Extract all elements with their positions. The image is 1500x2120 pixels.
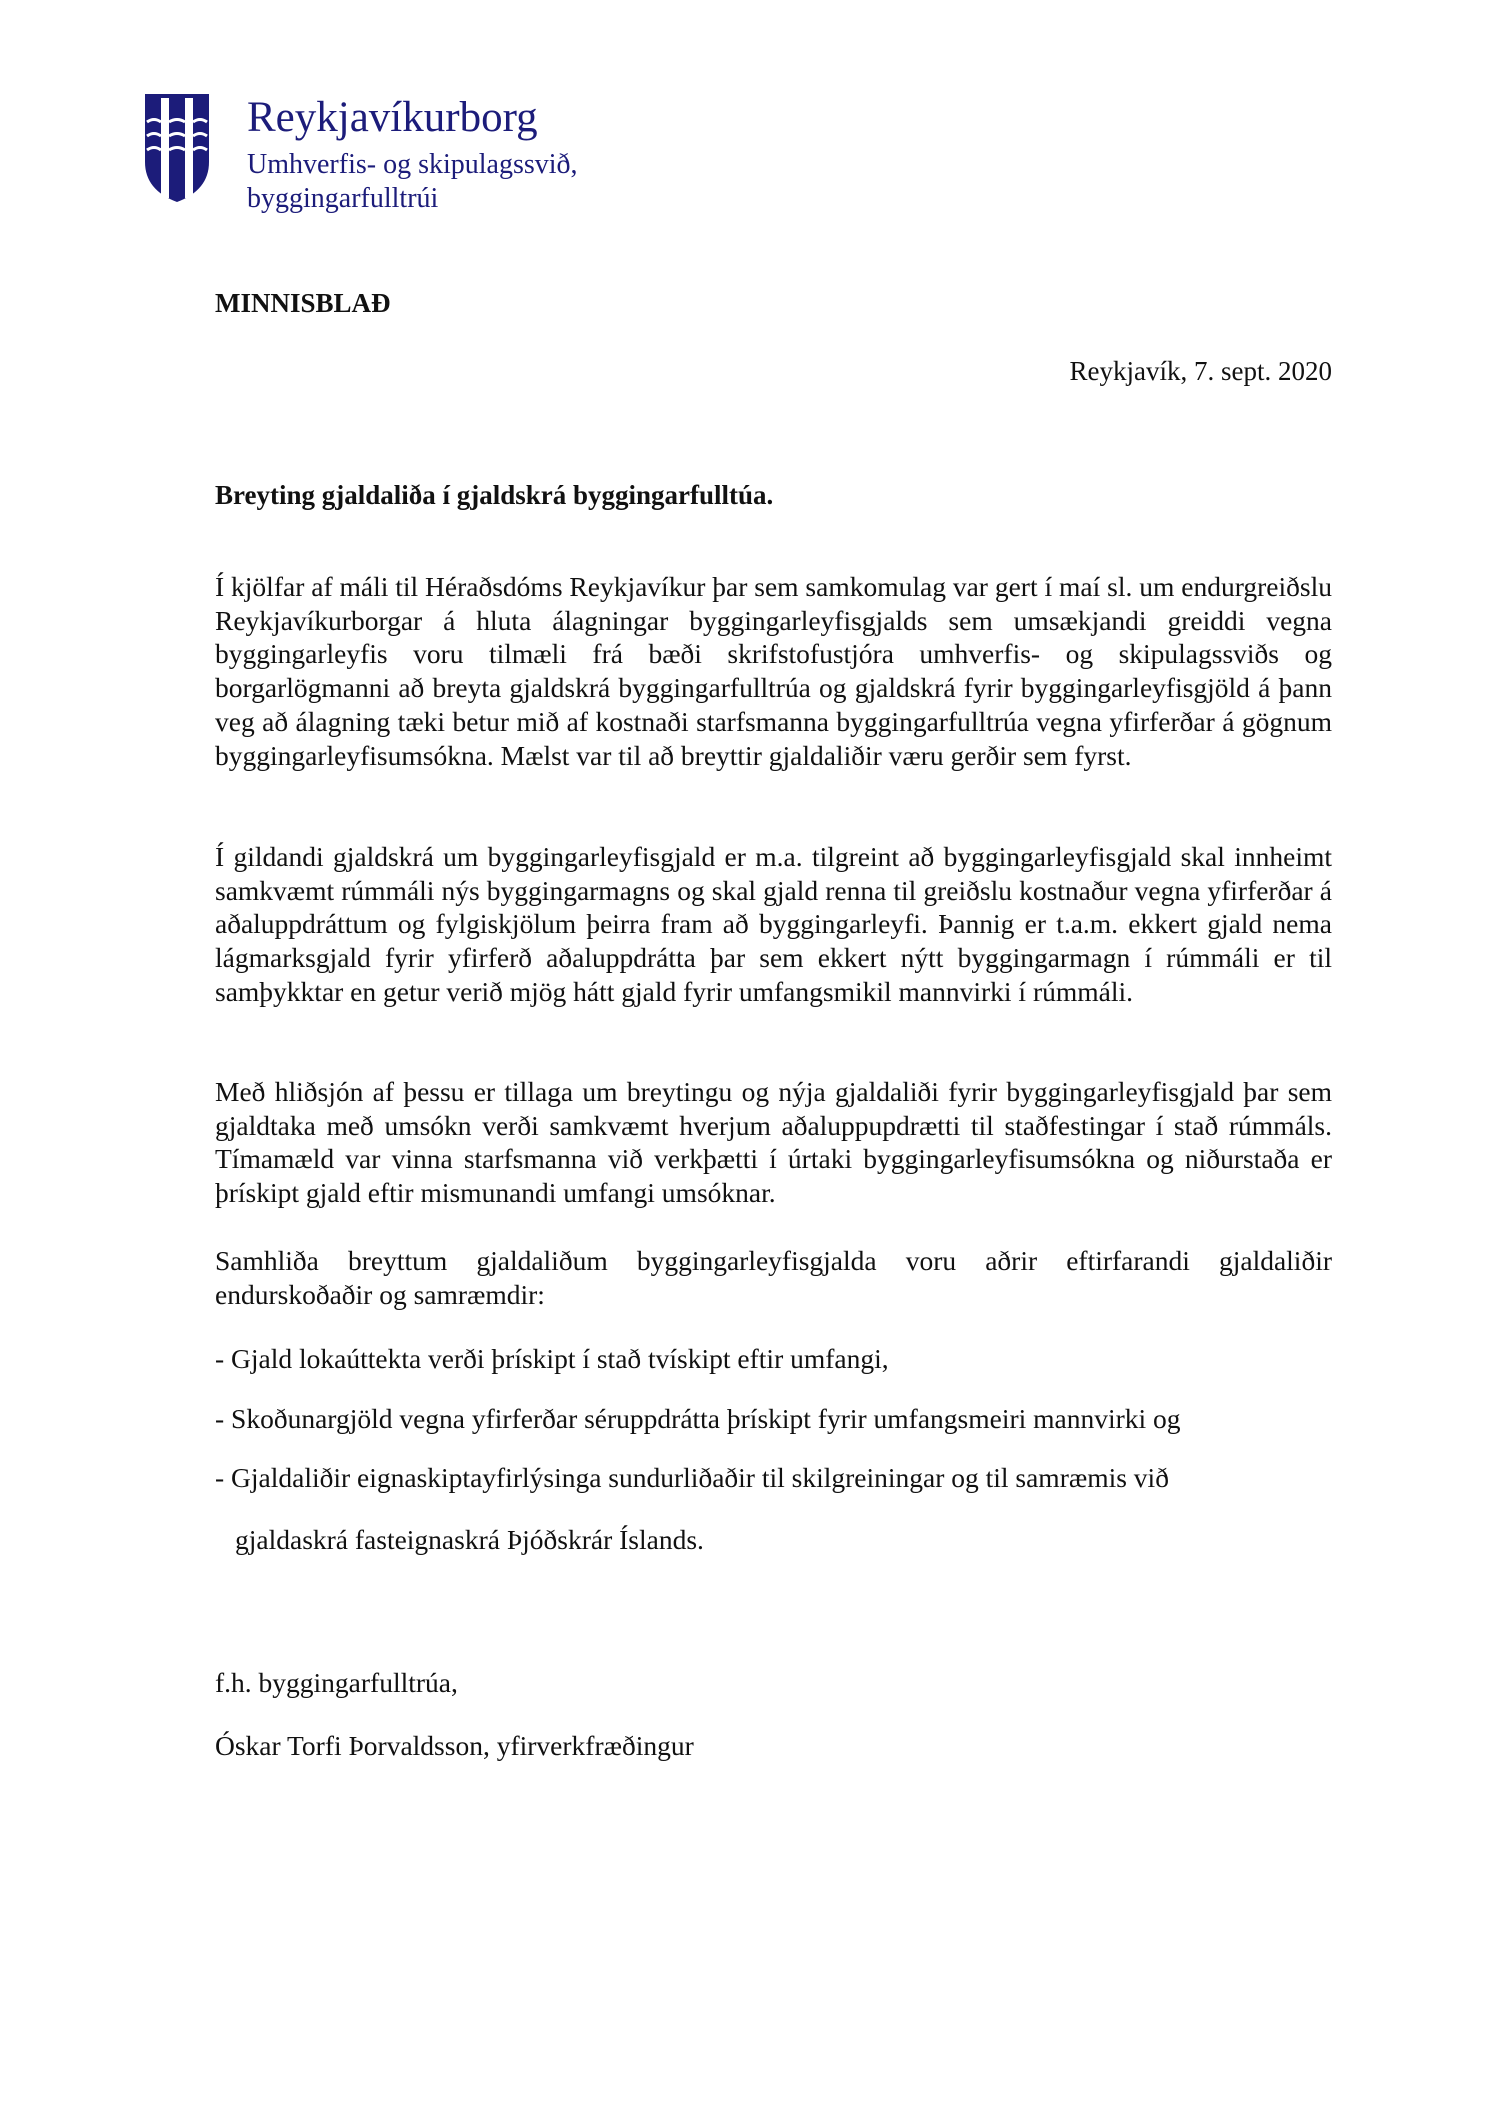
list-item: - Gjaldaliðir eignaskiptayfirlýsinga sundurliðaðir til skilgreiningar og til samræmis við: [215, 1462, 1169, 1493]
list-item: - Gjald lokaúttekta verði þrískipt í stað tvískipt eftir umfangi,: [215, 1343, 889, 1374]
body-paragraph: Með hliðsjón af þessu er tillaga um breytingu og nýja gjaldaliði fyrir byggingarleyfisgjald þar sem gjaldtaka með umsókn verði samkvæmt hverjum aðaluppupdrætti til staðfestingar í stað rúmmáls. Tímamæld var vinna starfsmanna við verkþætti í úrtaki byggingarleyfisumsókna og niðurstaða er þrískipt gjald eftir mismunandi umfangi umsóknar.: [215, 1076, 1332, 1209]
body-paragraph: Í kjölfar af máli til Héraðsdóms Reykjavíkur þar sem samkomulag var gert í maí sl. um endurgreiðslu Reykjavíkurborgar á hluta álagningar byggingarleyfisgjalds sem umsækjandi greiddi vegna byggingarleyfis voru tilmæli frá bæði skrifstofustjóra umhverfis- og skipulagssviðs og borgarlögmanni að breyta gjaldskrá byggingarfulltrúa og gjaldskrá fyrir byggingarleyfisgjöld á þann veg að álagning tæki betur mið af kostnaði starfsmanna byggingarfulltrúa vegna yfirferðar á gögnum byggingarleyfisumsókna. Mælst var til að breyttir gjaldaliðir væru gerðir sem fyrst.: [215, 571, 1332, 771]
memo-date: Reykjavík, 7. sept. 2020: [1069, 356, 1332, 386]
body-paragraph: Samhliða breyttum gjaldaliðum byggingarleyfisgjalda voru aðrir eftirfarandi gjaldaliðir endurskoðaðir og samræmdir:: [215, 1245, 1332, 1310]
organization-name: Reykjavíkurborg: [247, 94, 538, 141]
signature-name-title: Óskar Torfi Þorvaldsson, yfirverkfræðingur: [215, 1730, 694, 1761]
department-office: byggingarfulltrúi: [247, 183, 439, 214]
signature-on-behalf: f.h. byggingarfulltrúa,: [215, 1667, 458, 1698]
memo-subject: Breyting gjaldaliða í gjaldskrá byggingarfulltúa.: [215, 480, 774, 510]
body-paragraph: Í gildandi gjaldskrá um byggingarleyfisgjald er m.a. tilgreint að byggingarleyfisgjald skal innheimt samkvæmt rúmmáli nýs byggingarmagns og skal gjald renna til greiðslu kostnaður vegna yfirferðar á aðaluppdráttum og fylgiskjölum þeirra fram að byggingarleyfi. Þannig er t.a.m. ekkert gjald nema lágmarksgjald fyrir yfirferð aðaluppdrátta þar sem ekkert nýtt byggingarmagn í rúmmáli er til samþykktar en getur verið mjög hátt gjald fyrir umfangsmikil mannvirki í rúmmáli.: [215, 841, 1332, 1007]
memo-title: MINNISBLAÐ: [215, 288, 391, 318]
department-name: Umhverfis- og skipulagssvið,: [247, 149, 578, 180]
list-item: - Skoðunargjöld vegna yfirferðar séruppdrátta þrískipt fyrir umfangsmeiri mannvirki og: [215, 1403, 1181, 1434]
list-item-continuation: gjaldaskrá fasteignaskrá Þjóðskrár Íslands.: [235, 1524, 704, 1555]
reykjavik-coat-of-arms-logo: [143, 92, 211, 204]
